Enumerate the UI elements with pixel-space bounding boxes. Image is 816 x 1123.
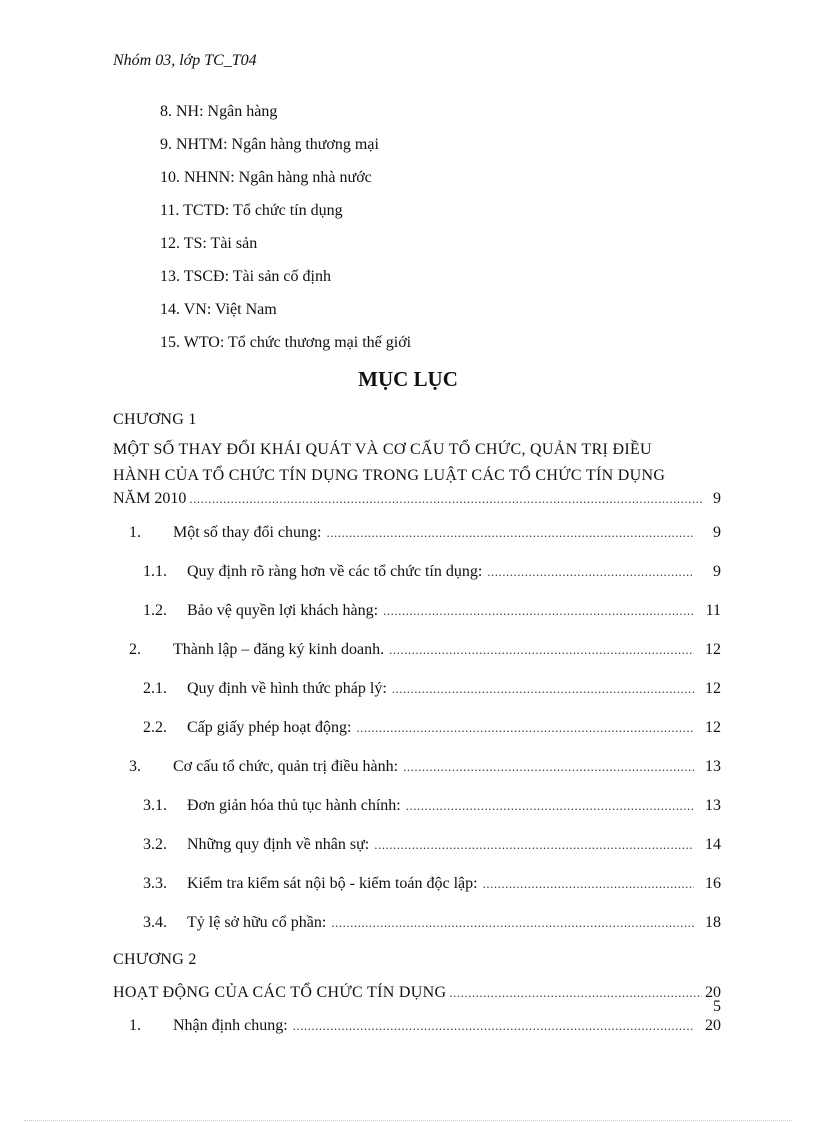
toc-entry-number: 3. (129, 758, 141, 775)
toc-entry-text: Cơ cấu tổ chức, quản trị điều hành: (173, 758, 399, 775)
toc-page-number: 9 (713, 563, 721, 580)
chapter-label: CHƯƠNG 1 (113, 411, 197, 428)
leader-dots (487, 562, 694, 582)
page-number: 5 (713, 998, 721, 1015)
toc-entry-number: 1.2. (143, 602, 167, 619)
leader-dots (356, 718, 694, 738)
toc-page-number: 16 (705, 875, 721, 892)
toc-entry[interactable] (113, 1016, 721, 1049)
toc-entry[interactable] (113, 640, 721, 673)
toc-entry-text: Kiểm tra kiểm sát nội bộ - kiểm toán độc lập: (187, 875, 478, 892)
chapter-label: CHƯƠNG 2 (113, 951, 197, 968)
toc-entry[interactable] (113, 601, 721, 634)
toc-entry[interactable] (113, 718, 721, 751)
page-bottom-divider (24, 1120, 792, 1121)
toc-page-number: 12 (705, 641, 721, 658)
toc-entry-number: 2.1. (143, 680, 167, 697)
toc-entry[interactable] (113, 523, 721, 556)
toc-entry-text: Tỷ lệ sở hữu cổ phần: (187, 914, 327, 931)
toc-entry-number: 2. (129, 641, 141, 658)
toc-entry-text: Cấp giấy phép hoạt động: (187, 719, 352, 736)
chapter-title-line: HOẠT ĐỘNG CỦA CÁC TỔ CHỨC TÍN DỤNG (113, 984, 447, 1001)
table-of-contents (113, 410, 721, 1049)
toc-page-number: 13 (705, 797, 721, 814)
toc-entry[interactable] (113, 913, 721, 946)
abbreviation-item: 14. VN: Việt Nam (160, 301, 277, 318)
toc-entry-number: 3.4. (143, 914, 167, 931)
toc-entry-number: 1.1. (143, 563, 167, 580)
abbreviation-item: 10. NHNN: Ngân hàng nhà nước (160, 169, 372, 186)
toc-page-number: 9 (713, 490, 721, 507)
leader-dots (326, 523, 694, 543)
abbreviation-item: 8. NH: Ngân hàng (160, 103, 278, 120)
toc-title: MỤC LỤC (358, 367, 458, 391)
toc-page-number: 20 (705, 1017, 721, 1034)
leader-dots (483, 874, 694, 894)
toc-entry[interactable] (113, 679, 721, 712)
chapter-title-final-line[interactable] (113, 983, 721, 1011)
toc-entry-number: 3.2. (143, 836, 167, 853)
toc-entry[interactable] (113, 562, 721, 595)
toc-entry[interactable] (113, 835, 721, 868)
toc-entry-number: 3.1. (143, 797, 167, 814)
toc-entry-text: Một số thay đổi chung: (173, 524, 322, 541)
chapter-title-line: MỘT SỐ THAY ĐỔI KHÁI QUÁT VÀ CƠ CẤU TỔ CHỨC, QUẢN TRỊ ĐIỀU (113, 441, 652, 458)
toc-entry-text: Thành lập – đăng ký kinh doanh. (173, 641, 385, 658)
chapter-title-final-line[interactable] (113, 489, 721, 517)
toc-entry-text: Nhận định chung: (173, 1017, 288, 1034)
toc-entry-text: Những quy định về nhân sự: (187, 836, 370, 853)
toc-page-number: 18 (705, 914, 721, 931)
toc-entry-text: Quy định về hình thức pháp lý: (187, 680, 387, 697)
toc-page-number: 12 (705, 680, 721, 697)
leader-dots (389, 640, 694, 660)
toc-entry-number: 2.2. (143, 719, 167, 736)
abbreviation-item: 15. WTO: Tổ chức thương mại thế giới (160, 334, 412, 351)
toc-entry-number: 1. (129, 1017, 141, 1034)
abbreviation-list (160, 102, 411, 366)
toc-entry[interactable] (113, 796, 721, 829)
abbreviation-item: 13. TSCĐ: Tài sản cố định (160, 268, 331, 285)
toc-entry[interactable] (113, 874, 721, 907)
toc-page-number: 9 (713, 524, 721, 541)
page-header: Nhóm 03, lớp TC_T04 (113, 52, 257, 69)
toc-entry-number: 3.3. (143, 875, 167, 892)
abbreviation-item: 12. TS: Tài sản (160, 235, 258, 252)
toc-entry-text: Đơn giản hóa thủ tục hành chính: (187, 797, 401, 814)
leader-dots (449, 983, 702, 1003)
leader-dots (383, 601, 694, 621)
leader-dots (331, 913, 694, 933)
leader-dots (392, 679, 694, 699)
toc-page-number: 14 (705, 836, 721, 853)
toc-entry[interactable] (113, 757, 721, 790)
toc-page-number: 13 (705, 758, 721, 775)
leader-dots (403, 757, 694, 777)
toc-page-number: 11 (705, 602, 721, 619)
leader-dots (406, 796, 694, 816)
toc-entry-text: Bảo vệ quyền lợi khách hàng: (187, 602, 379, 619)
abbreviation-item: 9. NHTM: Ngân hàng thương mại (160, 136, 379, 153)
chapter-title-line: HÀNH CỦA TỔ CHỨC TÍN DỤNG TRONG LUẬT CÁC TỔ CHỨC TÍN DỤNG (113, 467, 666, 484)
leader-dots (374, 835, 694, 855)
toc-entry-number: 1. (129, 524, 141, 541)
leader-dots (293, 1016, 694, 1036)
chapter-title-line: NĂM 2010 (113, 490, 187, 507)
toc-page-number: 12 (705, 719, 721, 736)
toc-page-number: 20 (705, 984, 721, 1001)
toc-entry-text: Quy định rõ ràng hơn về các tổ chức tín dụng: (187, 563, 483, 580)
abbreviation-item: 11. TCTD: Tổ chức tín dụng (160, 202, 343, 219)
leader-dots (189, 489, 703, 509)
